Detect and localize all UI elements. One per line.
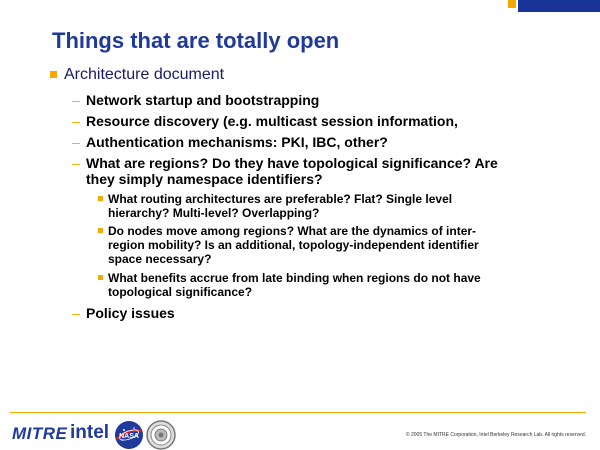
dash-item-network-startup [72, 92, 552, 108]
dash-item-text: Resource discovery (e.g. multicast session information, [86, 113, 458, 129]
sub-item-text-line1: Do nodes move among regions? What are the dynamics of inter- [108, 224, 477, 238]
dash-icon: – [72, 305, 80, 321]
dash-item-authentication [72, 134, 552, 150]
dash-icon: – [72, 155, 80, 171]
mitre-logo: MITRE [12, 424, 68, 443]
svg-text:NASA: NASA [119, 433, 139, 440]
sub-item-text-line2: hierarchy? Multi-level? Overlapping? [108, 206, 320, 220]
corner-decoration [508, 0, 600, 12]
nasa-meatball-icon [114, 420, 144, 450]
sub-item-late-binding [98, 271, 538, 299]
bullet-text: Architecture document [64, 66, 225, 83]
dash-icon: – [72, 113, 80, 129]
dash-item-text: Network startup and bootstrapping [86, 92, 320, 108]
dash-item-text: Policy issues [86, 305, 175, 321]
dash-icon: – [72, 92, 80, 108]
dash-item-resource-discovery [72, 113, 552, 129]
sub-item-text-line1: What benefits accrue from late binding when regions do not have [108, 271, 481, 285]
small-square-bullet-icon [98, 275, 103, 280]
sub-item-text-line1: What routing architectures are preferable? Flat? Single level [108, 192, 453, 206]
small-square-bullet-icon [98, 196, 103, 201]
sub-item-routing-architectures [98, 192, 538, 220]
seal-icon [146, 420, 176, 450]
dash-item-text-line1: What are regions? Do they have topological significance? Are [86, 155, 498, 171]
sub-item-text-line3: space necessary? [108, 252, 212, 266]
dash-icon: – [72, 134, 80, 150]
dash-item-policy-issues [72, 305, 552, 321]
small-square-bullet-icon [98, 228, 103, 233]
corner-orange-block [508, 0, 516, 8]
slide-title: Things that are totally open [52, 28, 340, 53]
dash-item-text-line2: they simply namespace identifiers? [86, 171, 323, 187]
square-bullet-icon [50, 71, 57, 78]
corner-navy-bar [518, 0, 600, 12]
footer-divider [10, 412, 586, 413]
copyright-notice: © 2005 The MITRE Corporation, Intel Berkeley Research Lab. All rights reserved. [405, 432, 586, 438]
dash-item-regions [72, 155, 552, 187]
dash-item-text: Authentication mechanisms: PKI, IBC, other? [86, 134, 388, 150]
sub-item-text-line2: region mobility? Is an additional, topology-independent identifier [108, 238, 479, 252]
sub-item-node-mobility [98, 224, 538, 266]
sub-item-text-line2: topological significance? [108, 285, 253, 299]
intel-logo: intel [70, 422, 110, 443]
